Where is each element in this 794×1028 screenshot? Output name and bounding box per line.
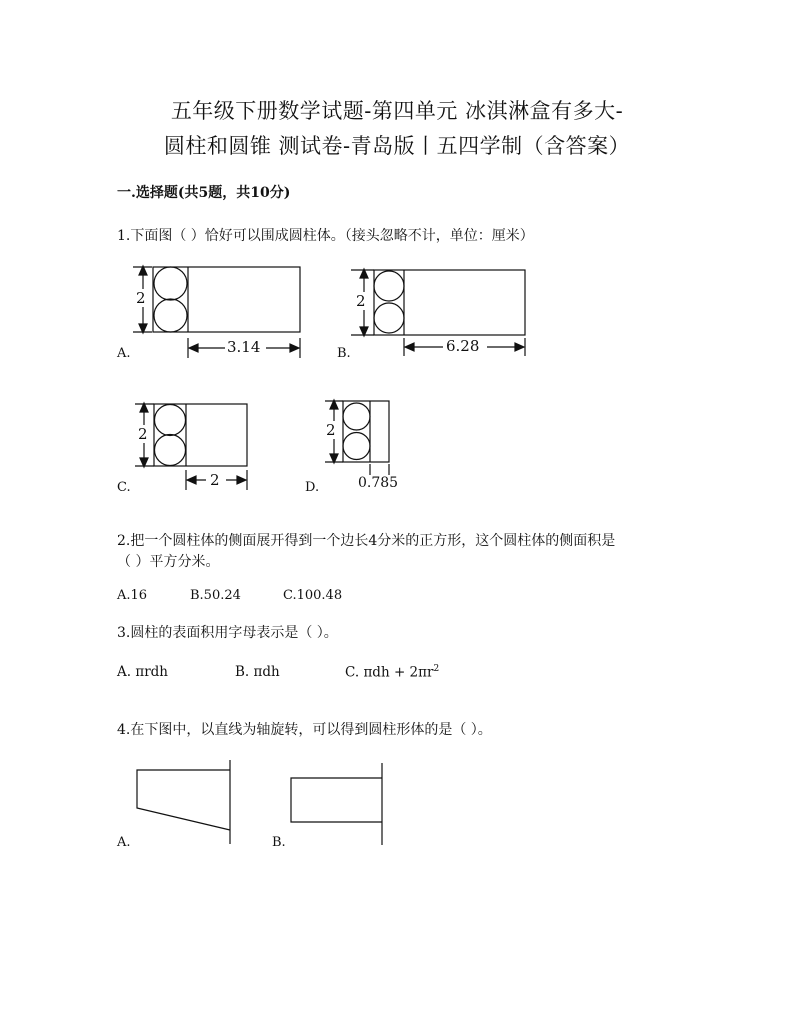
q3-option-a-label: A.: [117, 664, 132, 680]
q2-option-c: C.100.48: [283, 588, 343, 603]
q2-option-b: B.50.24: [190, 588, 241, 603]
q1-option-d-label: D.: [305, 480, 320, 495]
q3-option-a-expression: πrdh: [135, 664, 169, 680]
q3-option-c-label: C.: [345, 664, 360, 681]
question-3-text: 3.圆柱的表面积用字母表示是（ ）。: [117, 625, 338, 641]
q1-c-width-label: 2: [210, 471, 220, 489]
question-4-text: 4.在下图中，以直线为轴旋转，可以得到圆柱形体的是（ ）。: [117, 722, 492, 738]
section-heading: 一.选择题(共5题，共10分): [117, 185, 291, 201]
question-1-text: 1.下面图（ ）恰好可以围成圆柱体。（接头忽略不计，单位：厘米）: [117, 228, 534, 244]
q1-a-width-label: 3.14: [227, 338, 261, 356]
doc-title-line2: 圆柱和圆锥 测试卷-青岛版丨五四学制（含答案）: [163, 134, 631, 158]
question-2-text-line1: 2.把一个圆柱体的侧面展开得到一个边长4分米的正方形，这个圆柱体的侧面积是: [117, 533, 616, 549]
doc-title-line1: 五年级下册数学试题-第四单元 冰淇淋盒有多大-: [170, 99, 624, 123]
q1-c-height-label: 2: [138, 425, 148, 443]
q2-option-a: A.16: [117, 588, 148, 603]
q1-a-height-label: 2: [136, 289, 146, 307]
q4-option-a-label: A.: [117, 835, 131, 850]
q4-option-b-label: B.: [272, 835, 286, 850]
question-2-text-line2: （ ）平方分米。: [117, 554, 220, 570]
q1-d-width-label: 0.785: [358, 475, 399, 491]
q3-option-c-expression: πdh + 2πr: [363, 664, 434, 681]
q3-option-c-exponent: 2: [433, 664, 440, 674]
q3-option-b-label: B.: [235, 664, 250, 680]
q1-option-a-label: A.: [117, 346, 131, 361]
q4-figures-drawing: [0, 0, 400, 860]
q1-option-b-label: B.: [337, 346, 351, 361]
q1-b-width-label: 6.28: [446, 337, 480, 355]
q3-option-b-expression: πdh: [253, 664, 280, 680]
q1-d-height-label: 2: [326, 421, 336, 439]
q1-option-c-label: C.: [117, 480, 131, 495]
q1-b-height-label: 2: [356, 292, 366, 310]
